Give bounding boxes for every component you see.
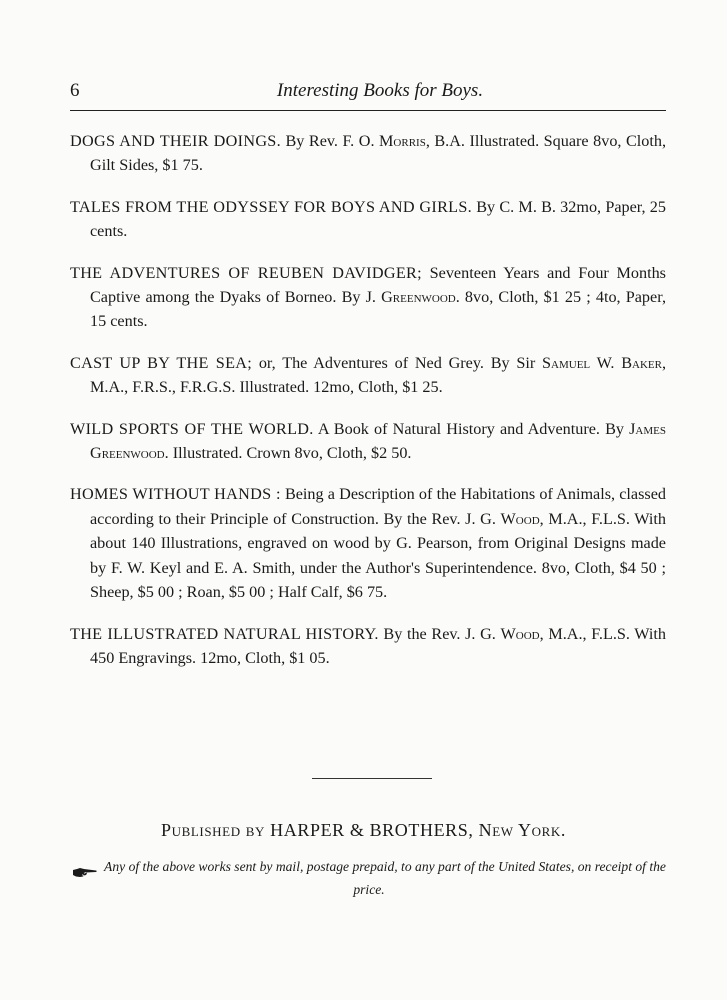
book-details: . Illustrated. Crown 8vo, Cloth, $2 50. — [164, 444, 412, 463]
book-author: Wood — [500, 509, 540, 528]
book-details: , M.A., F.L.S. With 450 Engravings. 12mo, Cloth, $1 05. — [90, 624, 667, 667]
book-entry — [70, 482, 666, 604]
pointing-hand-icon — [72, 862, 98, 873]
book-title: THE ADVENTURES OF REUBEN DAVIDGER; — [70, 263, 422, 282]
book-details: , B.A. Illustrated. Square 8vo, Cloth, Gilt Sides, $1 75. — [90, 132, 667, 175]
book-title: DOGS AND THEIR DOINGS. — [70, 132, 281, 150]
publisher-name: HARPER & BROTHERS, — [270, 820, 474, 840]
book-title: CAST UP BY THE SEA; — [70, 353, 253, 372]
book-author: Greenwood — [381, 288, 456, 307]
book-byline: Being a Description of the Habitations of Animals, classed according to their Principle of Construction. By the Rev. J. G. — [90, 485, 666, 528]
book-details: 32mo, Paper, 25 cents. — [90, 197, 666, 241]
mail-notice — [70, 855, 668, 901]
book-entry — [70, 261, 666, 334]
book-entry — [70, 195, 666, 244]
book-title: HOMES WITHOUT HANDS : — [70, 485, 281, 504]
book-byline: or, The Adventures of Ned Grey. By Sir — [252, 353, 543, 372]
book-byline: By the Rev. J. G. — [378, 624, 501, 643]
book-title: WILD SPORTS OF THE WORLD. — [70, 419, 314, 438]
published-by-label: Published by — [161, 820, 266, 840]
book-details: , M.A., F.L.S. With about 140 Illustrations, engraved on wood by G. Pearson, from Original Designs made by F. W. Keyl and E. A. Smith, under the Author's Superintendence. 8vo, Cloth, $4 50 ; Sheep, $5 00 ; Roan, $5 00 ; Half Calf, $6 75. — [90, 509, 667, 602]
book-title: TALES FROM THE ODYSSEY FOR BOYS AND GIRLS. — [70, 197, 473, 216]
book-author: Wood — [500, 624, 540, 643]
book-entry — [70, 622, 666, 671]
page-number: 6 — [70, 80, 80, 101]
book-entry — [70, 351, 666, 400]
publisher-city: New York. — [478, 820, 566, 840]
book-entry — [70, 129, 666, 178]
book-title: THE ILLUSTRATED NATURAL HISTORY. — [70, 624, 379, 643]
book-byline: By C. M. B. — [472, 197, 561, 216]
section-divider — [312, 778, 432, 779]
page-header — [70, 76, 666, 111]
book-byline: A Book of Natural History and Adventure. By — [313, 419, 630, 438]
book-list — [70, 129, 666, 687]
book-byline: By Rev. F. O. — [280, 132, 380, 150]
notice-text: Any of the above works sent by mail, postage prepaid, to any part of the United States, on receipt of the price. — [104, 859, 666, 897]
publisher-line — [0, 817, 727, 843]
book-author: Morris — [379, 132, 426, 150]
book-author: James Greenwood — [90, 419, 666, 463]
book-byline: Seventeen Years and Four Months Captive among the Dyaks of Borneo. By J. — [90, 263, 666, 307]
book-details: , M.A., F.R.S., F.R.G.S. Illustrated. 12mo, Cloth, $1 25. — [90, 353, 667, 397]
book-details: . 8vo, Cloth, $1 25 ; 4to, Paper, 15 cents. — [90, 288, 666, 331]
running-title: Interesting Books for Boys. — [276, 80, 484, 101]
book-entry — [70, 417, 666, 466]
book-author: Samuel W. Baker — [542, 353, 662, 372]
